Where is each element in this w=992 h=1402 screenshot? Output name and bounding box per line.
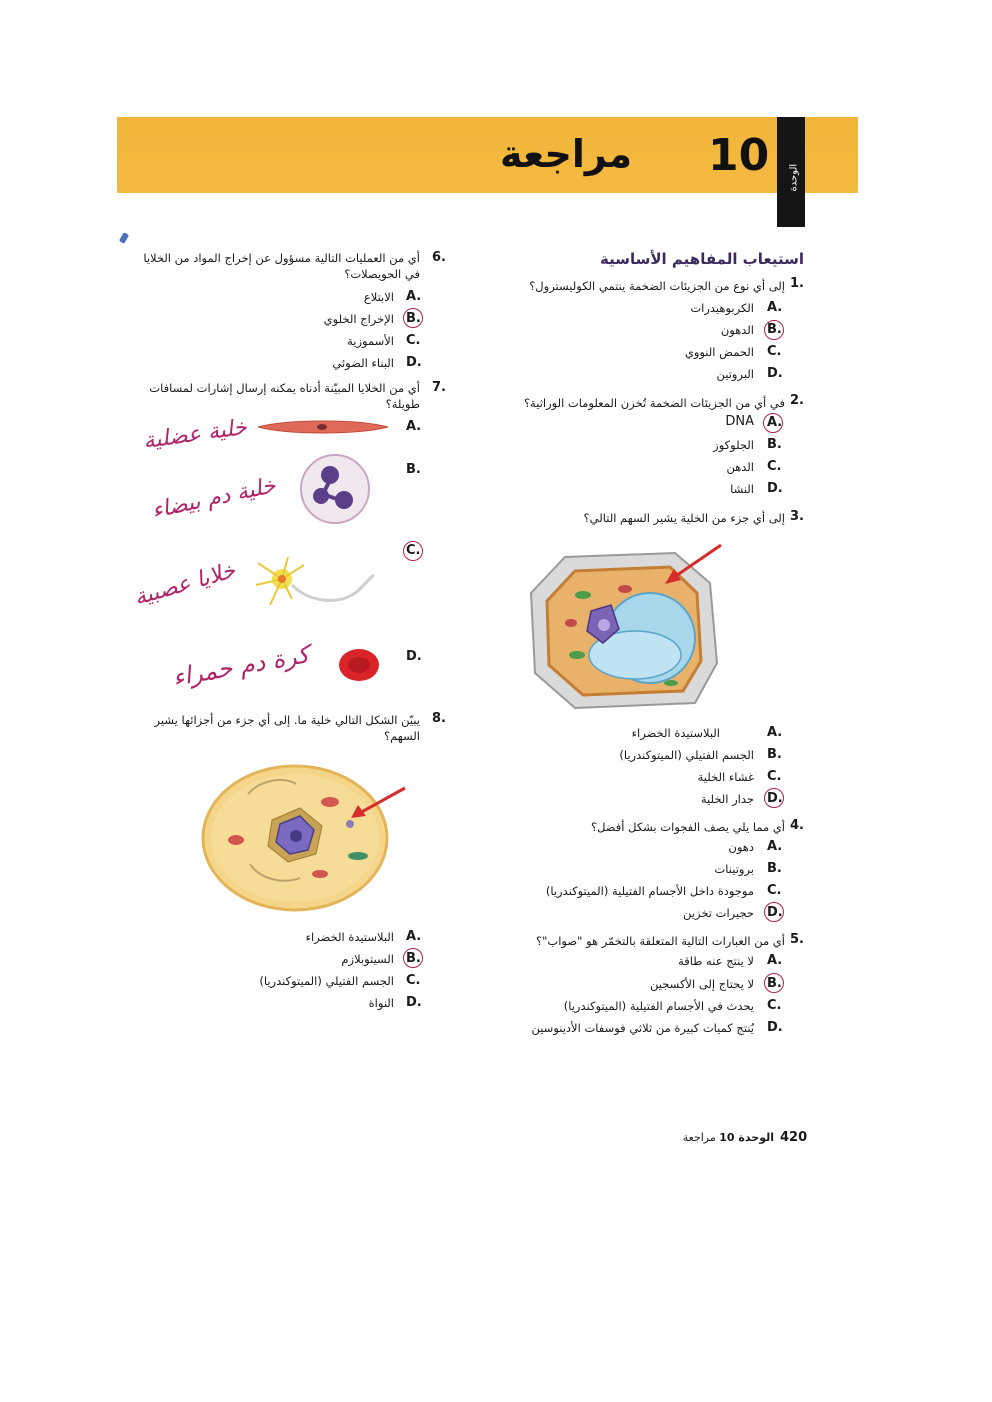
handwritten-note: خلية دم بيضاء [150,473,279,524]
question-number: 7. [432,380,446,395]
question-number: 1. [790,276,804,291]
unit-sidebar-tab [777,117,805,227]
option-letter: D. [406,995,422,1010]
option-text[interactable]: يُنتج كميات كبيرة من ثلاثي فوسفات الأدينوسين [531,1021,754,1035]
option-letter: C. [406,543,421,558]
question-text: يبيّن الشكل التالي خلية ما. إلى أي جزء من أجزائها يشير السهم؟ [154,713,420,743]
option-letter: A. [767,725,783,740]
option-text[interactable]: موجودة داخل الأجسام الفتيلية (الميتوكندريا) [545,884,754,898]
answer-circle-mark [764,320,784,340]
option-letter: A. [767,839,783,854]
option-letter: C. [406,973,421,988]
option-text[interactable]: السيتوبلازم [341,952,394,966]
option-letter: C. [406,333,421,348]
option-text[interactable]: الحمض النووي [684,345,754,359]
option-letter: B. [767,322,782,337]
option-text[interactable]: جدار الخلية [700,792,754,806]
option-letter: B. [767,747,782,762]
page-footer-label [683,1131,774,1144]
option-letter: C. [767,998,782,1013]
muscle-cell-image[interactable] [258,415,388,439]
option-text[interactable]: حجيرات تخزين [683,906,754,920]
option-text[interactable]: البلاستيدة الخضراء [305,930,394,944]
question-text: أي من الخلايا المبيّنة أدناه يمكنه إرسال إشارات لمسافات طويلة؟ [149,381,420,411]
option-letter: A. [767,415,783,430]
option-letter: A. [406,929,422,944]
option-text[interactable]: لا ينتج عنه طاقة [678,954,754,968]
option-text[interactable]: دهون [728,840,754,854]
question-text: في أي من الجزيئات الضخمة تُخزن المعلومات الوراثية؟ [523,396,785,410]
question-text: أي من العبارات التالية المتعلقة بالتخمّر هو "صواب"؟ [536,934,785,948]
option-text[interactable]: الكربوهيدرات [690,301,754,315]
option-letter: A. [767,953,783,968]
option-text[interactable]: النواة [368,996,394,1010]
option-text[interactable]: البروتين [716,367,754,381]
option-letter: A. [406,289,422,304]
option-text[interactable]: يحدث في الأجسام الفتيلية (الميتوكندريا) [563,999,754,1013]
question-text: أي مما يلي يصف الفجوات بشكل أفضل؟ [590,820,785,834]
plant-cell-figure [525,543,725,713]
question-text: أي من العمليات التالية مسؤول عن إخراج المواد من الخلايا في الحويصلات؟ [143,251,420,281]
handwritten-note: خلية عضلية [141,414,249,455]
option-letter: D. [767,791,783,806]
page-number: 420 [780,1130,808,1145]
option-text[interactable]: البلاستيدة الخضراء [631,726,720,740]
option-letter: D. [406,355,422,370]
question-number: 2. [790,393,804,408]
question-number: 4. [790,818,804,833]
option-letter: B. [406,311,421,326]
answer-circle-mark [764,973,784,993]
option-letter: C. [767,883,782,898]
unit-number: 10 [708,130,770,181]
option-letter: B. [406,462,421,477]
answer-circle-mark [764,788,784,808]
option-letter: D. [767,481,783,496]
option-letter: B. [406,951,421,966]
option-letter: B. [767,437,782,452]
option-text[interactable]: لا يحتاج إلى الأكسجين [650,977,754,991]
option-letter: D. [406,649,422,664]
option-letter: D. [767,1020,783,1035]
animal-cell-figure [200,754,410,914]
option-letter: D. [767,366,783,381]
answer-circle-mark [763,413,783,433]
option-text[interactable]: الجسم الفتيلي (الميتوكندريا) [259,974,394,988]
question-text: إلى أي جزء من الخلية يشير السهم التالي؟ [583,511,785,525]
answer-circle-mark [403,308,423,328]
option-text[interactable]: النشا [730,482,754,496]
section-heading: استيعاب المفاهيم الأساسية [600,250,804,268]
footer-review-label: مراجعة [682,1131,716,1144]
option-letter: B. [767,861,782,876]
answer-circle-mark [764,902,784,922]
handwritten-note: خلايا عصبية [131,558,239,611]
option-text[interactable]: الجلوكوز [713,438,754,452]
option-letter: C. [767,344,782,359]
option-text[interactable]: DNA [725,414,754,429]
option-text[interactable]: الدهن [726,460,754,474]
option-text[interactable]: البناء الضوئي [332,356,394,370]
option-text[interactable]: الأسموزية [347,334,394,348]
answer-circle-mark [403,541,423,561]
option-letter: A. [767,300,783,315]
handwritten-note: كرة دم حمراء [170,640,312,692]
option-text[interactable]: الجسم الفتيلي (الميتوكندريا) [619,748,754,762]
option-letter: D. [767,905,783,920]
footer-unit-label: الوحدة 10 [719,1131,774,1144]
option-text[interactable]: الإخراج الخلوي [323,312,394,326]
white-blood-cell-image[interactable] [298,452,372,526]
answer-circle-mark [403,948,423,968]
option-text[interactable]: الدهون [720,323,754,337]
option-text[interactable]: غشاء الخلية [697,770,754,784]
unit-title: مراجعة [500,132,633,176]
question-number: 3. [790,509,804,524]
option-letter: C. [767,459,782,474]
option-letter: A. [406,419,422,434]
option-text[interactable]: الابتلاع [363,290,394,304]
question-number: 6. [432,250,446,265]
question-number: 8. [432,711,446,726]
unit-sidebar-label: الوحدة [788,163,800,192]
red-blood-cell-image[interactable] [338,648,380,682]
option-letter: C. [767,769,782,784]
nerve-cell-image[interactable] [248,555,378,615]
question-number: 5. [790,932,804,947]
question-text: إلى أي نوع من الجزيئات الضخمة ينتمي الكوليسترول؟ [529,279,785,293]
option-letter: B. [767,976,782,991]
option-text[interactable]: بروتينات [714,862,754,876]
